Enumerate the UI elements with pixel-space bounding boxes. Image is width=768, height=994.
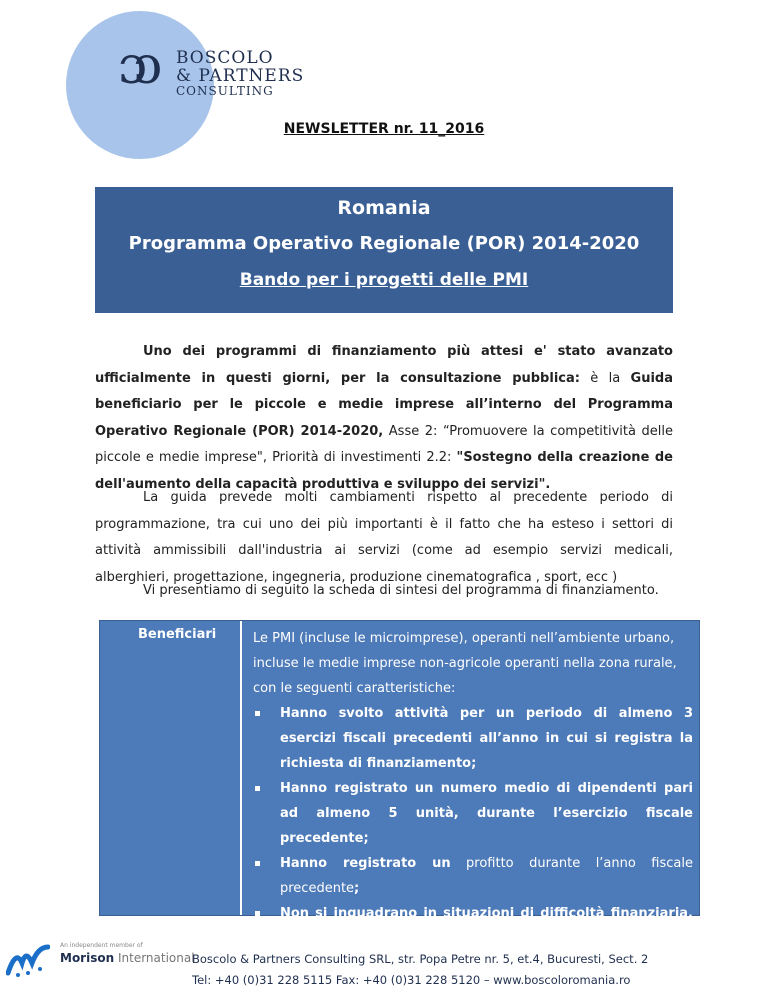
newsletter-heading xyxy=(0,121,768,137)
bullet-list xyxy=(253,701,693,951)
intro-bold-1: Uno dei programmi di finanziamento più attesi e' stato avanzato ufficialmente in questi giorni, per la consultazione pubblica: xyxy=(95,344,673,386)
list-item xyxy=(253,901,693,951)
footer-address: Boscolo & Partners Consulting SRL, str. Popa Petre nr. 5, et.4, Bucuresti, Sect. 2 xyxy=(192,952,649,966)
title-country: Romania xyxy=(337,197,431,219)
table-label-cell xyxy=(100,621,242,915)
square-bullet-icon xyxy=(255,786,260,791)
footer-contacts: Tel: +40 (0)31 228 5115 Fax: +40 (0)31 228 5120 – www.boscoloromania.ro xyxy=(192,973,631,987)
morison-rest: International xyxy=(114,951,195,965)
bullet-bold: Hanno registrato un xyxy=(280,856,451,871)
bullet-bold: Non si inquadrano in situazioni di difficoltà finanziaria, liquidazioni, concordati, etc. xyxy=(280,906,693,946)
list-item xyxy=(253,701,693,776)
table-content-cell xyxy=(253,626,693,951)
intro-text-1: è la xyxy=(579,370,631,386)
morison-logo-icon xyxy=(6,943,50,979)
square-bullet-icon xyxy=(255,861,260,866)
bullet-bold: Hanno svolto attività per un periodo di almeno 3 esercizi fiscali precedenti all’anno in cui si registra la richiesta di finanziamento; xyxy=(280,706,693,771)
beneficiari-table xyxy=(99,620,700,946)
bullet-normal: profitto durante l’anno fiscale precedente xyxy=(280,856,693,896)
list-item xyxy=(253,776,693,851)
logo-text-partners: & PARTNERS xyxy=(176,66,305,86)
logo-text-boscolo: BOSCOLO xyxy=(176,48,274,68)
bullet-bold-end: ; xyxy=(354,881,360,896)
table-intro: Le PMI (incluse le microimprese), operanti nell’ambiente urbano, incluse le medie imprese non-agricole operanti nella zona rurale, con le seguenti caratteristiche: xyxy=(253,631,677,696)
morison-name xyxy=(60,951,195,965)
bullet-bold: Hanno registrato un numero medio di dipendenti pari ad almeno 5 unità, durante l’esercizio fiscale precedente; xyxy=(280,781,693,846)
square-bullet-icon xyxy=(255,911,260,916)
table-label: Beneficiari xyxy=(138,627,217,642)
intro-paragraph xyxy=(95,339,673,498)
intro-bold-3: "Sostegno della creazione de dell'aumento della capacità produttiva e sviluppo dei servizi". xyxy=(95,450,673,492)
guide-paragraph: La guida prevede molti cambiamenti rispetto al precedente periodo di programmazione, tra cui uno dei più importanti è il fatto che ha esteso i settori di attività ammissibili dall'industria ai servizi (come ad esempio servizi medicali, alberghieri, progettazione, ingegneria, produzione cinematografica , sport, ecc ) xyxy=(95,490,673,585)
logo-mark-icon: ɔɔ xyxy=(118,36,149,96)
present-paragraph: Vi presentiamo di seguito la scheda di sintesi del programma di finanziamento. xyxy=(143,583,659,598)
title-call: Bando per i progetti delle PMI xyxy=(239,270,529,290)
intro-bold-2: Guida beneficiario per le piccole e medie imprese all’interno del Programma Operativo Regionale (POR) 2014-2020, xyxy=(95,370,673,439)
list-item xyxy=(253,851,693,901)
morison-tagline: An independent member of xyxy=(60,942,143,949)
title-box xyxy=(95,187,673,313)
newsletter-number: NEWSLETTER nr. 11_2016 xyxy=(283,121,485,137)
square-bullet-icon xyxy=(255,711,260,716)
intro-text-2: Asse 2: “Promuovere la competitività delle piccole e medie imprese", Priorità di investimenti 2.2: xyxy=(95,423,673,465)
logo-text-consulting: CONSULTING xyxy=(176,84,274,98)
morison-bold: Morison xyxy=(60,951,115,965)
title-program: Programma Operativo Regionale (POR) 2014-2020 xyxy=(128,233,640,254)
